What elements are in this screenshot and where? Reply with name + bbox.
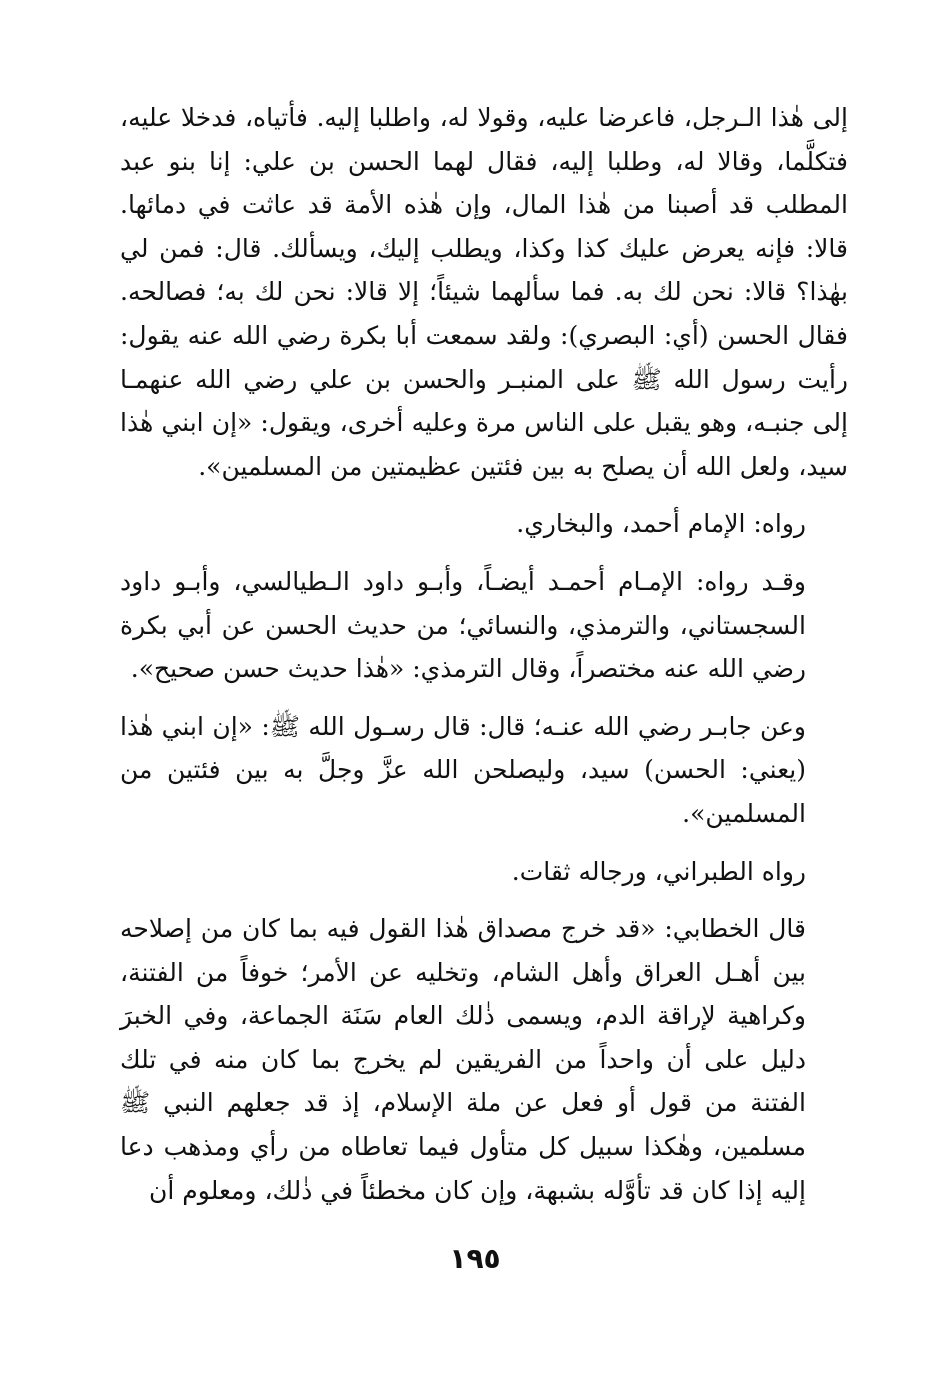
page-number: ١٩٥ xyxy=(449,1242,501,1275)
paragraph-other-narrators: وقـد رواه: الإمـام أحمـد أيضـاً، وأبـو داود الـطيالسي، وأبـو داود السجستاني، والترمذي، والنسائي؛ من حديث الحسن عن أبي بكرة رضي الله عنه مختصراً، وقال الترمذي: «هٰذا حديث حسن صحيح». xyxy=(120,566,806,684)
paragraph-tabarani-narration: رواه الطبراني، ورجاله ثقات. xyxy=(511,856,806,886)
paragraph-hasan-reconciliation: إلى هٰذا الـرجل، فاعرضا عليه، وقولا له، واطلبا إليه. فأتياه، فدخلا عليه، فتكلَّما، وقالا له، وطلبا إليه، فقال لهما الحسن بن علي: إنا بنو عبد المطلب قد أصبنا من هٰذا المال، وإن هٰذه الأمة قد عاثت في دمائها. قالا: فإنه يعرض عليك كذا وكذا، ويطلب إليك، ويسألك. قال: فمن لي بهٰذا؟ قالا: نحن لك به. فما سألهما شيئاً؛ إلا قالا: نحن لك به؛ فصالحه. فقال الحسن (أي: البصري): ولقد سمعت أبا بكرة رضي الله عنه يقول: رأيت رسول الله ﷺ على المنبـر والحسن بن علي رضي الله عنهمـا إلى جنبـه، وهو يقبل على الناس مرة وعليه أخرى، ويقول: «إن ابني هٰذا سيد، ولعل الله أن يصلح به بين فئتين عظيمتين من المسلمين». xyxy=(120,103,848,481)
paragraph-jabir-hadith: وعن جابـر رضي الله عنـه؛ قال: قال رسـول الله ﷺ: «إن ابني هٰذا (يعني: الحسن) سيد، وليصلحن الله عزَّ وجلَّ به بين فئتين من المسلمين». xyxy=(120,711,806,828)
paragraph-khattabi-commentary: قال الخطابي: «قد خرج مصداق هٰذا القول فيه بما كان من إصلاحه بين أهـل العراق وأهل الشام، وتخليه عن الأمر؛ خوفاً من الفتنة، وكراهية لإراقة الدم، ويسمى ذٰلك العام سَنَة الجماعة، وفي الخبرَ دليل على أن واحداً من الفريقين لم يخرج بما كان منه في تلك الفتنة من قول أو فعل عن ملة الإسلام، إذ قد جعلهم النبي ﷺ مسلمين، وهٰكذا سبيل كل متأول فيما تعاطاه من رأي ومذهب دعا إليه إذا كان قد تأوَّله بشبهة، وإن كان مخطئاً في ذٰلك، ومعلوم أن xyxy=(120,914,806,1205)
paragraph-narration-ahmad-bukhari: رواه: الإمام أحمد، والبخاري. xyxy=(516,509,806,539)
page-body xyxy=(120,96,848,1316)
